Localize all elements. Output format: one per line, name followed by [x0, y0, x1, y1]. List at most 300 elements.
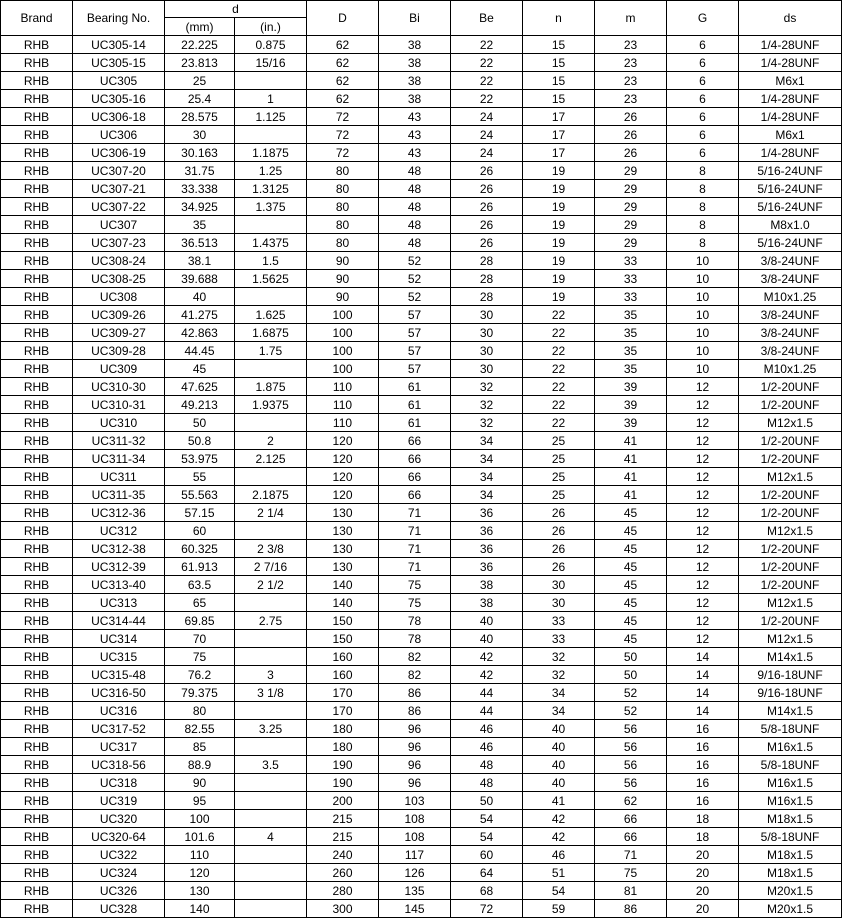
Bi-cell: 38	[379, 90, 451, 108]
n-cell: 15	[523, 90, 595, 108]
ds-cell: 5/16-24UNF	[739, 198, 842, 216]
d-in-cell: 2 1/2	[235, 576, 307, 594]
d-in-cell	[235, 774, 307, 792]
d-mm-cell: 23.813	[165, 54, 235, 72]
D-cell: 260	[307, 864, 379, 882]
G-cell: 12	[667, 396, 739, 414]
Bi-cell: 86	[379, 702, 451, 720]
brand-cell: RHB	[1, 486, 73, 504]
brand-cell: RHB	[1, 684, 73, 702]
d-mm-cell: 85	[165, 738, 235, 756]
brand-cell: RHB	[1, 720, 73, 738]
d-mm-cell: 53.975	[165, 450, 235, 468]
bearing-no-cell: UC316-50	[73, 684, 165, 702]
d-in-cell	[235, 594, 307, 612]
ds-cell: M18x1.5	[739, 846, 842, 864]
table-row	[1, 198, 842, 216]
Bi-cell: 78	[379, 630, 451, 648]
G-cell: 6	[667, 144, 739, 162]
d-mm-cell: 50	[165, 414, 235, 432]
n-cell: 32	[523, 666, 595, 684]
G-cell: 12	[667, 468, 739, 486]
table-row	[1, 882, 842, 900]
D-cell: 120	[307, 450, 379, 468]
D-cell: 80	[307, 216, 379, 234]
G-cell: 10	[667, 342, 739, 360]
D-cell: 90	[307, 252, 379, 270]
G-cell: 20	[667, 846, 739, 864]
Bi-cell: 43	[379, 144, 451, 162]
d-mm-cell: 90	[165, 774, 235, 792]
n-cell: 19	[523, 216, 595, 234]
m-cell: 26	[595, 144, 667, 162]
n-cell: 22	[523, 414, 595, 432]
d-mm-cell: 140	[165, 900, 235, 918]
d-mm-cell: 34.925	[165, 198, 235, 216]
bearing-no-cell: UC309-28	[73, 342, 165, 360]
Bi-cell: 61	[379, 414, 451, 432]
D-cell: 80	[307, 234, 379, 252]
ds-cell: M10x1.25	[739, 360, 842, 378]
D-cell: 160	[307, 666, 379, 684]
ds-cell: 1/2-20UNF	[739, 450, 842, 468]
D-cell: 62	[307, 90, 379, 108]
Be-cell: 60	[451, 846, 523, 864]
Be-cell: 36	[451, 558, 523, 576]
d-mm-cell: 28.575	[165, 108, 235, 126]
brand-cell: RHB	[1, 234, 73, 252]
Be-cell: 46	[451, 738, 523, 756]
table-row	[1, 234, 842, 252]
bearing-no-cell: UC306-19	[73, 144, 165, 162]
table-row	[1, 126, 842, 144]
ds-cell: 5/8-18UNF	[739, 720, 842, 738]
n-cell: 26	[523, 540, 595, 558]
brand-cell: RHB	[1, 162, 73, 180]
d-mm-cell: 69.85	[165, 612, 235, 630]
d-mm-cell: 88.9	[165, 756, 235, 774]
d-in-cell: 3 1/8	[235, 684, 307, 702]
bearing-no-cell: UC311	[73, 468, 165, 486]
m-cell: 56	[595, 738, 667, 756]
bearing-no-cell: UC315-48	[73, 666, 165, 684]
brand-cell: RHB	[1, 828, 73, 846]
n-cell: 19	[523, 180, 595, 198]
brand-cell: RHB	[1, 612, 73, 630]
m-cell: 29	[595, 180, 667, 198]
d-in-cell: 3	[235, 666, 307, 684]
Bi-cell: 71	[379, 522, 451, 540]
table-row	[1, 396, 842, 414]
d-in-cell	[235, 72, 307, 90]
d-in-cell: 1.125	[235, 108, 307, 126]
bearing-no-cell: UC307-23	[73, 234, 165, 252]
D-cell: 240	[307, 846, 379, 864]
m-cell: 56	[595, 774, 667, 792]
D-cell: 170	[307, 702, 379, 720]
Be-cell: 26	[451, 234, 523, 252]
table-row	[1, 54, 842, 72]
table-row	[1, 522, 842, 540]
m-cell: 45	[595, 594, 667, 612]
d-mm-cell: 60	[165, 522, 235, 540]
G-cell: 12	[667, 630, 739, 648]
table-row	[1, 756, 842, 774]
d-in-cell	[235, 702, 307, 720]
ds-cell: 1/4-28UNF	[739, 54, 842, 72]
Be-cell: 48	[451, 774, 523, 792]
bearing-no-cell: UC305-16	[73, 90, 165, 108]
D-cell: 130	[307, 522, 379, 540]
d-mm-cell: 130	[165, 882, 235, 900]
ds-cell: M6x1	[739, 72, 842, 90]
brand-cell: RHB	[1, 90, 73, 108]
Be-cell: 28	[451, 288, 523, 306]
d-in-cell: 1.75	[235, 342, 307, 360]
d-in-cell	[235, 810, 307, 828]
bearing-no-cell: UC320-64	[73, 828, 165, 846]
n-cell: 26	[523, 558, 595, 576]
d-mm-cell: 49.213	[165, 396, 235, 414]
bearing-no-cell: UC311-34	[73, 450, 165, 468]
Bi-cell: 61	[379, 396, 451, 414]
Be-cell: 26	[451, 162, 523, 180]
brand-cell: RHB	[1, 396, 73, 414]
table-row	[1, 846, 842, 864]
table-row	[1, 252, 842, 270]
d-in-cell: 2.75	[235, 612, 307, 630]
brand-cell: RHB	[1, 540, 73, 558]
brand-cell: RHB	[1, 72, 73, 90]
d-in-cell: 2.125	[235, 450, 307, 468]
d-mm-cell: 22.225	[165, 36, 235, 54]
m-cell: 86	[595, 900, 667, 918]
D-cell: 280	[307, 882, 379, 900]
n-cell: 15	[523, 54, 595, 72]
n-cell: 22	[523, 360, 595, 378]
n-cell: 34	[523, 684, 595, 702]
table-body	[1, 36, 842, 918]
header-G: G	[667, 1, 739, 36]
d-in-cell: 2 3/8	[235, 540, 307, 558]
Bi-cell: 86	[379, 684, 451, 702]
table-row	[1, 774, 842, 792]
D-cell: 140	[307, 594, 379, 612]
d-in-cell: 1.625	[235, 306, 307, 324]
brand-cell: RHB	[1, 882, 73, 900]
bearing-no-cell: UC310-30	[73, 378, 165, 396]
bearing-no-cell: UC310-31	[73, 396, 165, 414]
table-row	[1, 216, 842, 234]
Bi-cell: 66	[379, 450, 451, 468]
Be-cell: 36	[451, 504, 523, 522]
n-cell: 15	[523, 36, 595, 54]
bearing-no-cell: UC310	[73, 414, 165, 432]
ds-cell: 1/2-20UNF	[739, 540, 842, 558]
Bi-cell: 57	[379, 360, 451, 378]
brand-cell: RHB	[1, 810, 73, 828]
Be-cell: 72	[451, 900, 523, 918]
bearing-no-cell: UC308-24	[73, 252, 165, 270]
d-in-cell	[235, 882, 307, 900]
table-row	[1, 684, 842, 702]
Bi-cell: 52	[379, 252, 451, 270]
Bi-cell: 108	[379, 828, 451, 846]
ds-cell: M14x1.5	[739, 648, 842, 666]
m-cell: 56	[595, 756, 667, 774]
Be-cell: 44	[451, 702, 523, 720]
D-cell: 130	[307, 558, 379, 576]
Be-cell: 36	[451, 522, 523, 540]
ds-cell: M14x1.5	[739, 702, 842, 720]
d-mm-cell: 76.2	[165, 666, 235, 684]
Be-cell: 30	[451, 342, 523, 360]
ds-cell: 5/16-24UNF	[739, 180, 842, 198]
m-cell: 52	[595, 684, 667, 702]
Bi-cell: 48	[379, 162, 451, 180]
n-cell: 15	[523, 72, 595, 90]
ds-cell: 1/2-20UNF	[739, 558, 842, 576]
d-in-cell: 1.3125	[235, 180, 307, 198]
n-cell: 19	[523, 234, 595, 252]
m-cell: 41	[595, 450, 667, 468]
table-row	[1, 342, 842, 360]
table-row	[1, 180, 842, 198]
bearing-no-cell: UC307-20	[73, 162, 165, 180]
d-in-cell: 1.1875	[235, 144, 307, 162]
Bi-cell: 48	[379, 216, 451, 234]
header-n: n	[523, 1, 595, 36]
table-row	[1, 666, 842, 684]
D-cell: 160	[307, 648, 379, 666]
header-brand: Brand	[1, 1, 73, 36]
n-cell: 22	[523, 378, 595, 396]
bearing-no-cell: UC317-52	[73, 720, 165, 738]
d-in-cell	[235, 900, 307, 918]
table-row	[1, 864, 842, 882]
Be-cell: 28	[451, 252, 523, 270]
ds-cell: 3/8-24UNF	[739, 342, 842, 360]
D-cell: 190	[307, 774, 379, 792]
d-in-cell: 1.875	[235, 378, 307, 396]
bearing-no-cell: UC305	[73, 72, 165, 90]
Be-cell: 32	[451, 378, 523, 396]
ds-cell: 9/16-18UNF	[739, 684, 842, 702]
d-mm-cell: 25.4	[165, 90, 235, 108]
ds-cell: M16x1.5	[739, 738, 842, 756]
d-mm-cell: 82.55	[165, 720, 235, 738]
ds-cell: 1/2-20UNF	[739, 504, 842, 522]
G-cell: 12	[667, 432, 739, 450]
bearing-no-cell: UC322	[73, 846, 165, 864]
m-cell: 52	[595, 702, 667, 720]
bearing-no-cell: UC307	[73, 216, 165, 234]
Be-cell: 40	[451, 612, 523, 630]
G-cell: 12	[667, 612, 739, 630]
Bi-cell: 61	[379, 378, 451, 396]
G-cell: 12	[667, 486, 739, 504]
bearing-no-cell: UC312-39	[73, 558, 165, 576]
ds-cell: 3/8-24UNF	[739, 306, 842, 324]
m-cell: 50	[595, 666, 667, 684]
brand-cell: RHB	[1, 666, 73, 684]
G-cell: 12	[667, 594, 739, 612]
d-in-cell: 1.5	[235, 252, 307, 270]
m-cell: 35	[595, 324, 667, 342]
m-cell: 45	[595, 612, 667, 630]
Bi-cell: 48	[379, 198, 451, 216]
table-row	[1, 612, 842, 630]
m-cell: 45	[595, 576, 667, 594]
table-row	[1, 270, 842, 288]
d-mm-cell: 80	[165, 702, 235, 720]
Be-cell: 68	[451, 882, 523, 900]
G-cell: 16	[667, 720, 739, 738]
table-row	[1, 486, 842, 504]
n-cell: 40	[523, 774, 595, 792]
table-row	[1, 558, 842, 576]
d-mm-cell: 38.1	[165, 252, 235, 270]
header-d-mm: (mm)	[165, 18, 235, 36]
bearing-no-cell: UC309-27	[73, 324, 165, 342]
n-cell: 42	[523, 810, 595, 828]
bearing-no-cell: UC305-14	[73, 36, 165, 54]
n-cell: 42	[523, 828, 595, 846]
D-cell: 200	[307, 792, 379, 810]
d-in-cell: 1.9375	[235, 396, 307, 414]
d-in-cell	[235, 216, 307, 234]
ds-cell: 1/4-28UNF	[739, 36, 842, 54]
d-in-cell: 1.25	[235, 162, 307, 180]
D-cell: 150	[307, 630, 379, 648]
d-mm-cell: 70	[165, 630, 235, 648]
brand-cell: RHB	[1, 702, 73, 720]
bearing-no-cell: UC313-40	[73, 576, 165, 594]
d-mm-cell: 30	[165, 126, 235, 144]
D-cell: 180	[307, 720, 379, 738]
d-in-cell	[235, 522, 307, 540]
m-cell: 45	[595, 522, 667, 540]
bearing-no-cell: UC326	[73, 882, 165, 900]
ds-cell: 1/4-28UNF	[739, 90, 842, 108]
Bi-cell: 82	[379, 648, 451, 666]
bearing-no-cell: UC311-32	[73, 432, 165, 450]
header-bearing-no: Bearing No.	[73, 1, 165, 36]
d-in-cell	[235, 360, 307, 378]
bearing-no-cell: UC312	[73, 522, 165, 540]
d-mm-cell: 100	[165, 810, 235, 828]
G-cell: 14	[667, 702, 739, 720]
m-cell: 39	[595, 378, 667, 396]
brand-cell: RHB	[1, 252, 73, 270]
brand-cell: RHB	[1, 216, 73, 234]
ds-cell: 1/2-20UNF	[739, 378, 842, 396]
n-cell: 22	[523, 324, 595, 342]
bearing-no-cell: UC305-15	[73, 54, 165, 72]
ds-cell: M12x1.5	[739, 414, 842, 432]
G-cell: 10	[667, 324, 739, 342]
bearing-no-cell: UC318	[73, 774, 165, 792]
m-cell: 45	[595, 630, 667, 648]
G-cell: 12	[667, 378, 739, 396]
G-cell: 6	[667, 90, 739, 108]
Bi-cell: 75	[379, 576, 451, 594]
table-row	[1, 324, 842, 342]
brand-cell: RHB	[1, 378, 73, 396]
n-cell: 59	[523, 900, 595, 918]
G-cell: 8	[667, 234, 739, 252]
d-mm-cell: 39.688	[165, 270, 235, 288]
d-mm-cell: 101.6	[165, 828, 235, 846]
ds-cell: M12x1.5	[739, 594, 842, 612]
Bi-cell: 43	[379, 126, 451, 144]
Bi-cell: 145	[379, 900, 451, 918]
G-cell: 8	[667, 198, 739, 216]
G-cell: 12	[667, 558, 739, 576]
G-cell: 12	[667, 450, 739, 468]
n-cell: 25	[523, 450, 595, 468]
Be-cell: 22	[451, 90, 523, 108]
ds-cell: 3/8-24UNF	[739, 270, 842, 288]
bearing-no-cell: UC308	[73, 288, 165, 306]
bearing-no-cell: UC312-36	[73, 504, 165, 522]
D-cell: 300	[307, 900, 379, 918]
header-m: m	[595, 1, 667, 36]
Be-cell: 26	[451, 180, 523, 198]
Be-cell: 34	[451, 432, 523, 450]
D-cell: 120	[307, 432, 379, 450]
Bi-cell: 96	[379, 720, 451, 738]
ds-cell: M18x1.5	[739, 864, 842, 882]
G-cell: 12	[667, 504, 739, 522]
n-cell: 26	[523, 504, 595, 522]
n-cell: 33	[523, 630, 595, 648]
bearing-no-cell: UC307-22	[73, 198, 165, 216]
G-cell: 14	[667, 648, 739, 666]
G-cell: 8	[667, 216, 739, 234]
Bi-cell: 38	[379, 54, 451, 72]
d-mm-cell: 41.275	[165, 306, 235, 324]
bearing-no-cell: UC314	[73, 630, 165, 648]
d-mm-cell: 57.15	[165, 504, 235, 522]
n-cell: 30	[523, 576, 595, 594]
n-cell: 30	[523, 594, 595, 612]
n-cell: 22	[523, 306, 595, 324]
d-in-cell	[235, 846, 307, 864]
m-cell: 71	[595, 846, 667, 864]
brand-cell: RHB	[1, 198, 73, 216]
D-cell: 100	[307, 324, 379, 342]
Be-cell: 38	[451, 594, 523, 612]
bearing-no-cell: UC328	[73, 900, 165, 918]
brand-cell: RHB	[1, 576, 73, 594]
D-cell: 72	[307, 144, 379, 162]
d-mm-cell: 50.8	[165, 432, 235, 450]
G-cell: 18	[667, 810, 739, 828]
d-in-cell	[235, 864, 307, 882]
table-row	[1, 306, 842, 324]
D-cell: 110	[307, 396, 379, 414]
m-cell: 33	[595, 252, 667, 270]
brand-cell: RHB	[1, 468, 73, 486]
G-cell: 6	[667, 54, 739, 72]
bearing-no-cell: UC306	[73, 126, 165, 144]
bearing-no-cell: UC319	[73, 792, 165, 810]
G-cell: 16	[667, 774, 739, 792]
table-row	[1, 630, 842, 648]
d-mm-cell: 40	[165, 288, 235, 306]
d-mm-cell: 55.563	[165, 486, 235, 504]
